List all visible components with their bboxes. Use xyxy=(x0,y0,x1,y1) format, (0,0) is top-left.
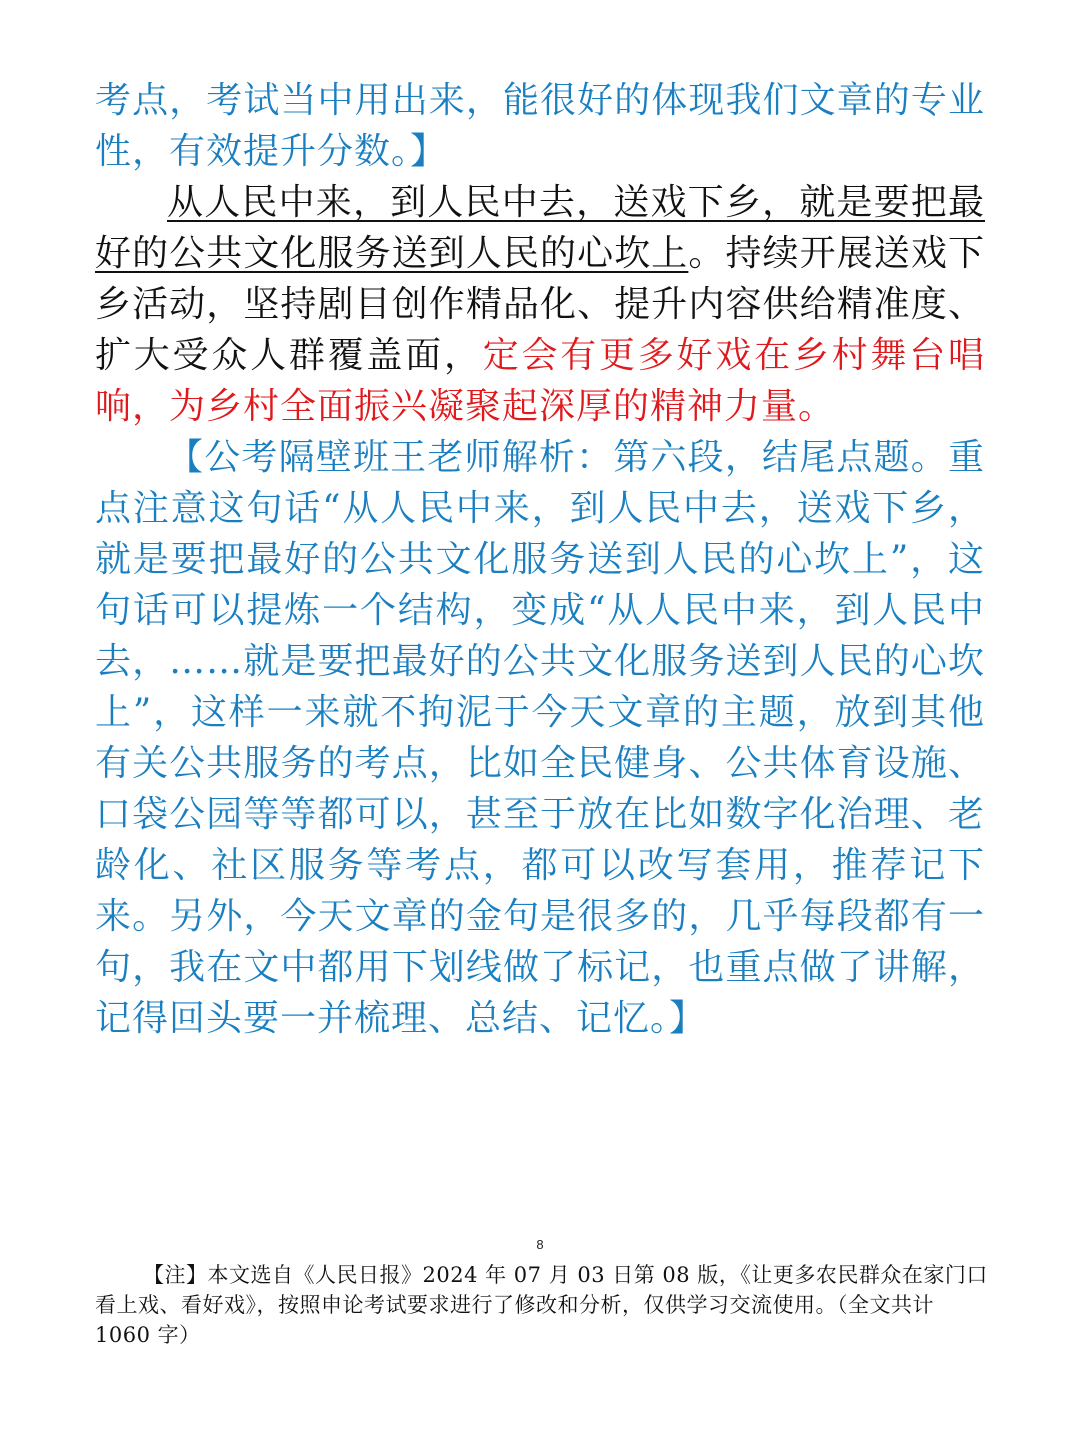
article-body xyxy=(95,75,985,1044)
source-footnote xyxy=(95,1260,990,1350)
paragraph-text: 。持续开展送戏下乡活动，坚持剧目创作精品化、提升内容供给精准度、扩大受众人群覆盖面， xyxy=(95,233,985,376)
underlined-key-sentence: 从人民中来，到人民中去，送戏下乡，就是要把最好的公共文化服务送到人民的心坎上 xyxy=(95,182,985,274)
analysis-continuation: 考点，考试当中用出来，能很好的体现我们文章的专业性，有效提升分数。】 xyxy=(95,80,985,172)
footnote-text: 【注】本文选自《人民日报》2024 年 07 月 03 日第 08 版，《让更多农民群众在家门口看上戏、看好戏》，按照申论考试要求进行了修改和分析，仅供学习交流使用。（全文共计 1060 字） xyxy=(95,1263,988,1347)
article-paragraph xyxy=(95,177,985,432)
highlighted-sentence: 定会有更多好戏在乡村舞台唱响，为乡村全面振兴凝聚起深厚的精神力量。 xyxy=(95,335,985,427)
page-number: 8 xyxy=(536,1237,544,1252)
teacher-analysis: 【公考隔壁班王老师解析：第六段，结尾点题。重点注意这句话“从人民中来，到人民中去，送戏下乡，就是要把最好的公共文化服务送到人民的心坎上”，这句话可以提炼一个结构，变成“从人民中来，到人民中去，……就是要把最好的公共文化服务送到人民的心坎上”，这样一来就不拘泥于今天文章的主题，放到其他有关公共服务的考点，比如全民健身、公共体育设施、口袋公园等等都可以，甚至于放在比如数字化治理、老龄化、社区服务等考点，都可以改写套用，推荐记下来。另外，今天文章的金句是很多的，几乎每段都有一句，我在文中都用下划线做了标记，也重点做了讲解，记得回头要一并梳理、总结、记忆。】 xyxy=(95,437,985,1039)
